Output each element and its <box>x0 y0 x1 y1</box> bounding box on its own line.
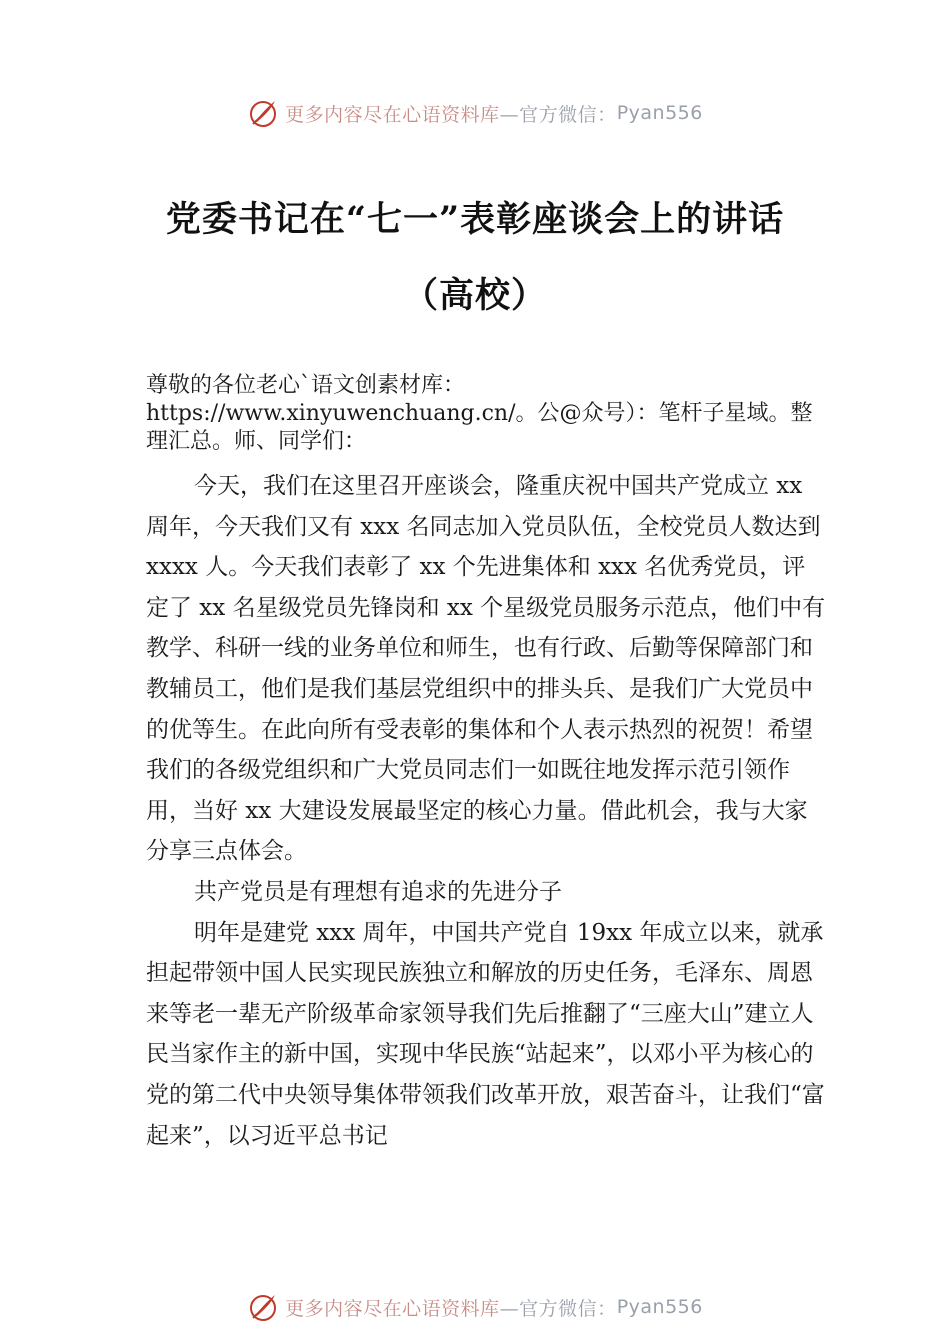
watermark-text: 更多内容尽在心语资料库 <box>285 103 500 126</box>
quill-logo-icon <box>247 97 279 129</box>
paragraph: 明年是建党 xxx 周年，中国共产党自 19xx 年成立以来，就承担起带领中国人民实现民族独立和解放的历史任务，毛泽东、周恩来等老一辈无产阶级革命家领导我们先后推翻了“三座大山”建立人民当家作主的新中国，实现中华民族“站起来”，以邓小平为核心的党的第二代中央领导集体带领我们改革开放，艰苦奋斗，让我们“富起来”，以习近平总书记 <box>146 919 825 1149</box>
document-body <box>146 466 826 1156</box>
salutation: 尊敬的各位老心`语文创素材库：https://www.xinyuwenchuang.cn/。公@众号）：笔杆子星域。整理汇总。师、同学们： <box>146 373 813 454</box>
document-title: 党委书记在“七一”表彰座谈会上的讲话 <box>165 199 785 240</box>
section-heading: 共产党员是有理想有追求的先进分子 <box>194 878 562 905</box>
paragraph: 今天，我们在这里召开座谈会，隆重庆祝中国共产党成立 xx 周年，今天我们又有 xxx 名同志加入党员队伍，全校党员人数达到 xxxx 人。今天我们表彰了 xx 个先进集体和 xxx 名优秀党员，评定了 xx 名星级党员先锋岗和 xx 个星级党员服务示范点，他们中有教学、科研一线的业务单位和师生，也有行政、后勤等保障部门和教辅员工，他们是我们基层党组织中的排头兵、是我们广大党员中的优等生。在此向所有受表彰的集体和个人表示热烈的祝贺！希望我们的各级党组织和广大党员同志们一如既往地发挥示范引领作用，当好 xx 大建设发展最坚定的核心力量。借此机会，我与大家分享三点体会。 <box>146 473 826 865</box>
quill-logo-icon <box>247 1291 279 1323</box>
footer-watermark <box>0 1291 950 1323</box>
watermark-separator: —官方微信： <box>499 1297 617 1320</box>
watermark-separator: —官方微信： <box>499 103 617 126</box>
document-subtitle: （高校） <box>402 275 547 316</box>
watermark-text: 更多内容尽在心语资料库 <box>285 1297 500 1320</box>
header-watermark <box>0 97 950 129</box>
watermark-wechat-id: Pyan556 <box>616 102 703 124</box>
watermark-wechat-id: Pyan556 <box>616 1296 703 1318</box>
